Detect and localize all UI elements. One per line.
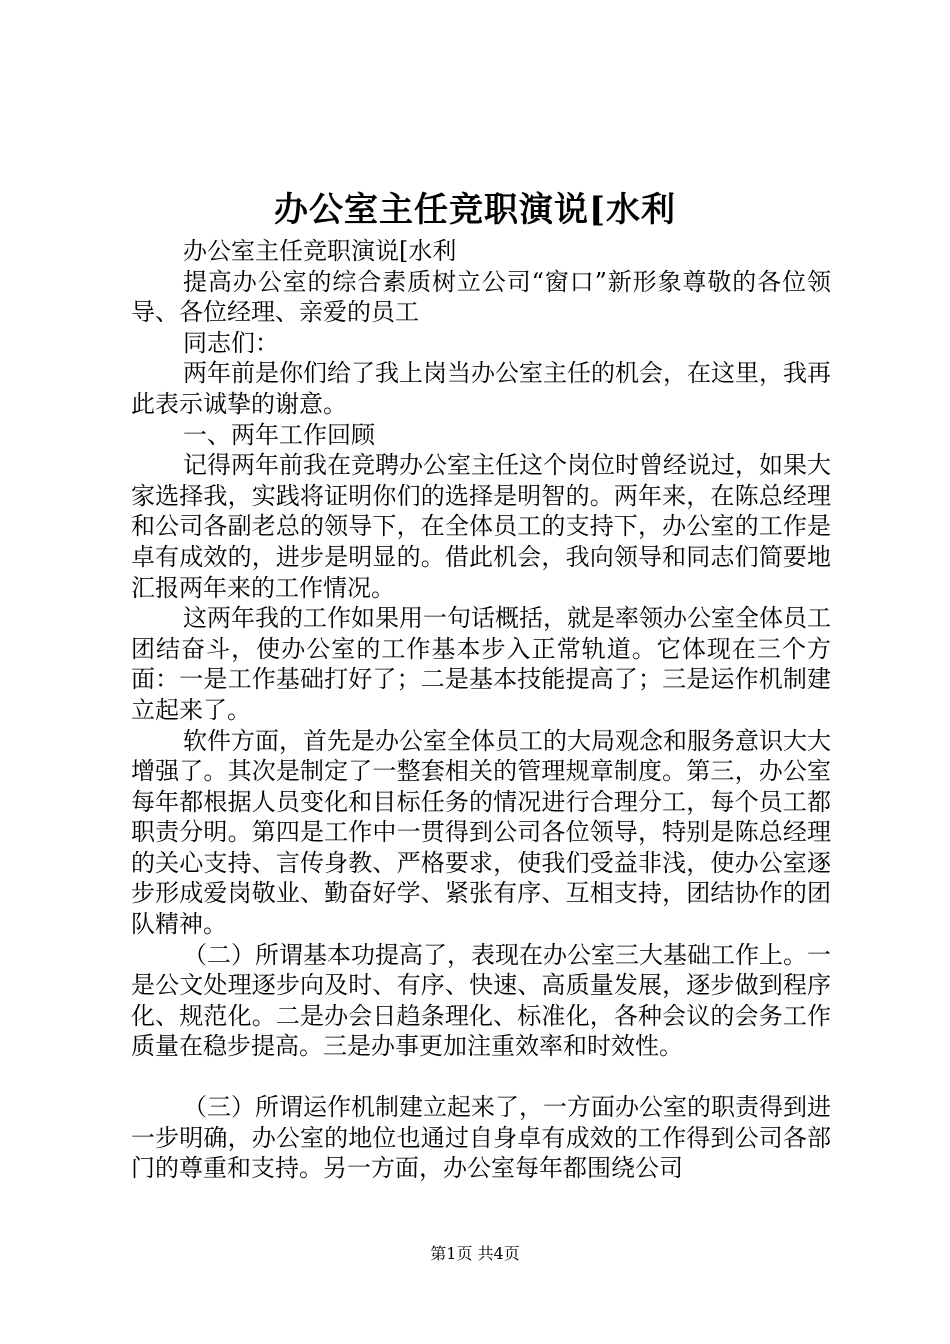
document-body	[131, 236, 831, 1184]
paragraph-heading-repeat: 办公室主任竞职演说[水利	[183, 237, 457, 265]
document-title: 办公室主任竞职演说[水利	[273, 190, 677, 230]
paragraph-review-intro: 记得两年前我在竞聘办公室主任这个岗位时曾经说过，如果大家选择我，实践将证明你们的选择是明智的。两年来，在陈总经理和公司各副老总的领导下，在全体员工的支持下，办公室的工作是卓有成效的，进步是明显的。借此机会，我向领导和同志们简要地汇报两年来的工作情况。	[131, 451, 831, 602]
page-footer: 第1页 共4页	[430, 1244, 520, 1263]
paragraph-subtitle-greeting: 提高办公室的综合素质树立公司“窗口”新形象尊敬的各位领导、各位经理、亲爱的员工	[131, 267, 831, 327]
section-heading-review: 一、两年工作回顾	[183, 420, 375, 449]
paragraph-summary: 这两年我的工作如果用一句话概括，就是率领办公室全体员工团结奋斗，使办公室的工作基本步入正常轨道。它体现在三个方面：一是工作基础打好了；二是基本技能提高了；三是运作机制建立起来了。	[131, 604, 831, 724]
paragraph-mechanism: （三）所谓运作机制建立起来了，一方面办公室的职责得到进一步明确，办公室的地位也通过自身卓有成效的工作得到公司各部门的尊重和支持。另一方面，办公室每年都围绕公司	[131, 1093, 831, 1183]
paragraph-basic-skills: （二）所谓基本功提高了，表现在办公室三大基础工作上。一是公文处理逐步向及时、有序、快速、高质量发展，逐步做到程序化、规范化。二是办会日趋条理化、标准化，各种会议的会务工作质量在稳步提高。三是办事更加注重效率和时效性。	[131, 940, 831, 1061]
paragraph-thanks: 两年前是你们给了我上岗当办公室主任的机会，在这里，我再此表示诚挚的谢意。	[131, 359, 831, 418]
paragraph-software: 软件方面，首先是办公室全体员工的大局观念和服务意识大大增强了。其次是制定了一整套相关的管理规章制度。第三，办公室每年都根据人员变化和目标任务的情况进行合理分工，每个员工都职责分明。第四是工作中一贯得到公司各位领导，特别是陈总经理的关心支持、言传身教、严格要求，使我们受益非浅，使办公室逐步形成爱岗敬业、勤奋好学、紧张有序、互相支持，团结协作的团队精神。	[131, 726, 831, 939]
paragraph-salutation: 同志们：	[183, 328, 279, 357]
